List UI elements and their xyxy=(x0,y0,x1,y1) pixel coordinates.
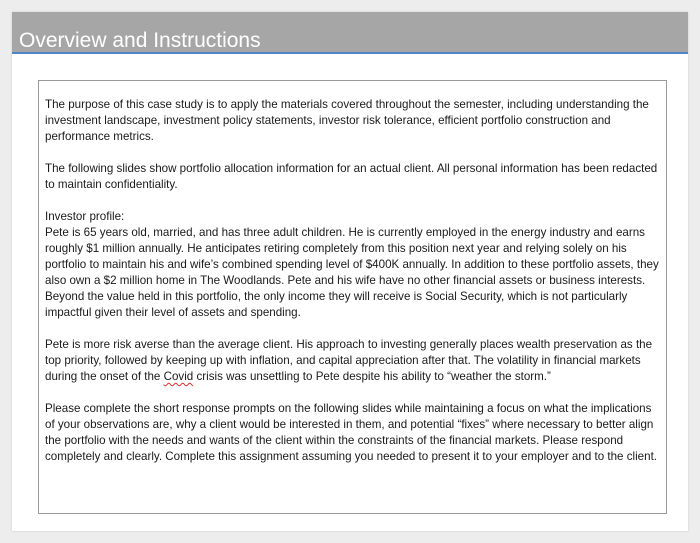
confidentiality-paragraph: The following slides show portfolio allocation information for an actual client. All personal information has been redacted to maintain confidentiality. xyxy=(45,162,658,191)
slide-title: Overview and Instructions xyxy=(19,29,261,52)
risk-paragraph xyxy=(45,337,660,385)
slide xyxy=(12,12,688,531)
instructions-paragraph: Please complete the short response prompts on the following slides while maintaining a focus on what the implications of your observations are, why a client would be interested in them, and potential “fixes” where necessary to better align the portfolio with the needs and wants of the client within the constraints of the financial markets. Please respond completely and clearly. Complete this assignment assuming you needed to present it to your employer and to the client. xyxy=(45,402,658,463)
investor-profile-paragraph: Pete is 65 years old, married, and has three adult children. He is currently employed in the energy industry and earns roughly $1 million annually. He anticipates retiring completely from this position next year and relying solely on his portfolio to maintain his and wife’s combined spending level of $400K annually. In addition to these portfolio assets, they also own a $2 million home in The Woodlands. Pete and his wife have no other financial assets or business interests. Beyond the value held in this portfolio, the only income they will receive is Social Security, which is not particularly impactful given their level of assets and spending. xyxy=(45,226,659,319)
content-text-box[interactable] xyxy=(38,80,667,514)
risk-text-part2: crisis was unsettling to Pete despite his ability to “weather the storm.” xyxy=(193,370,551,383)
intro-paragraph: The purpose of this case study is to apply the materials covered throughout the semester, including understanding the investment landscape, investment policy statements, investor risk tolerance, efficient portfolio construction and performance metrics. xyxy=(45,98,649,143)
risk-text-part1: Pete is more risk averse than the average client. His approach to investing generally places wealth preservation as the top priority, followed by keeping up with inflation, and capital appreciation after that. The volatility in financial markets during the onset of the xyxy=(45,338,653,383)
title-bar xyxy=(12,12,688,54)
covid-spellcheck-word: Covid xyxy=(163,370,194,383)
investor-profile-label: Investor profile: xyxy=(45,210,125,223)
